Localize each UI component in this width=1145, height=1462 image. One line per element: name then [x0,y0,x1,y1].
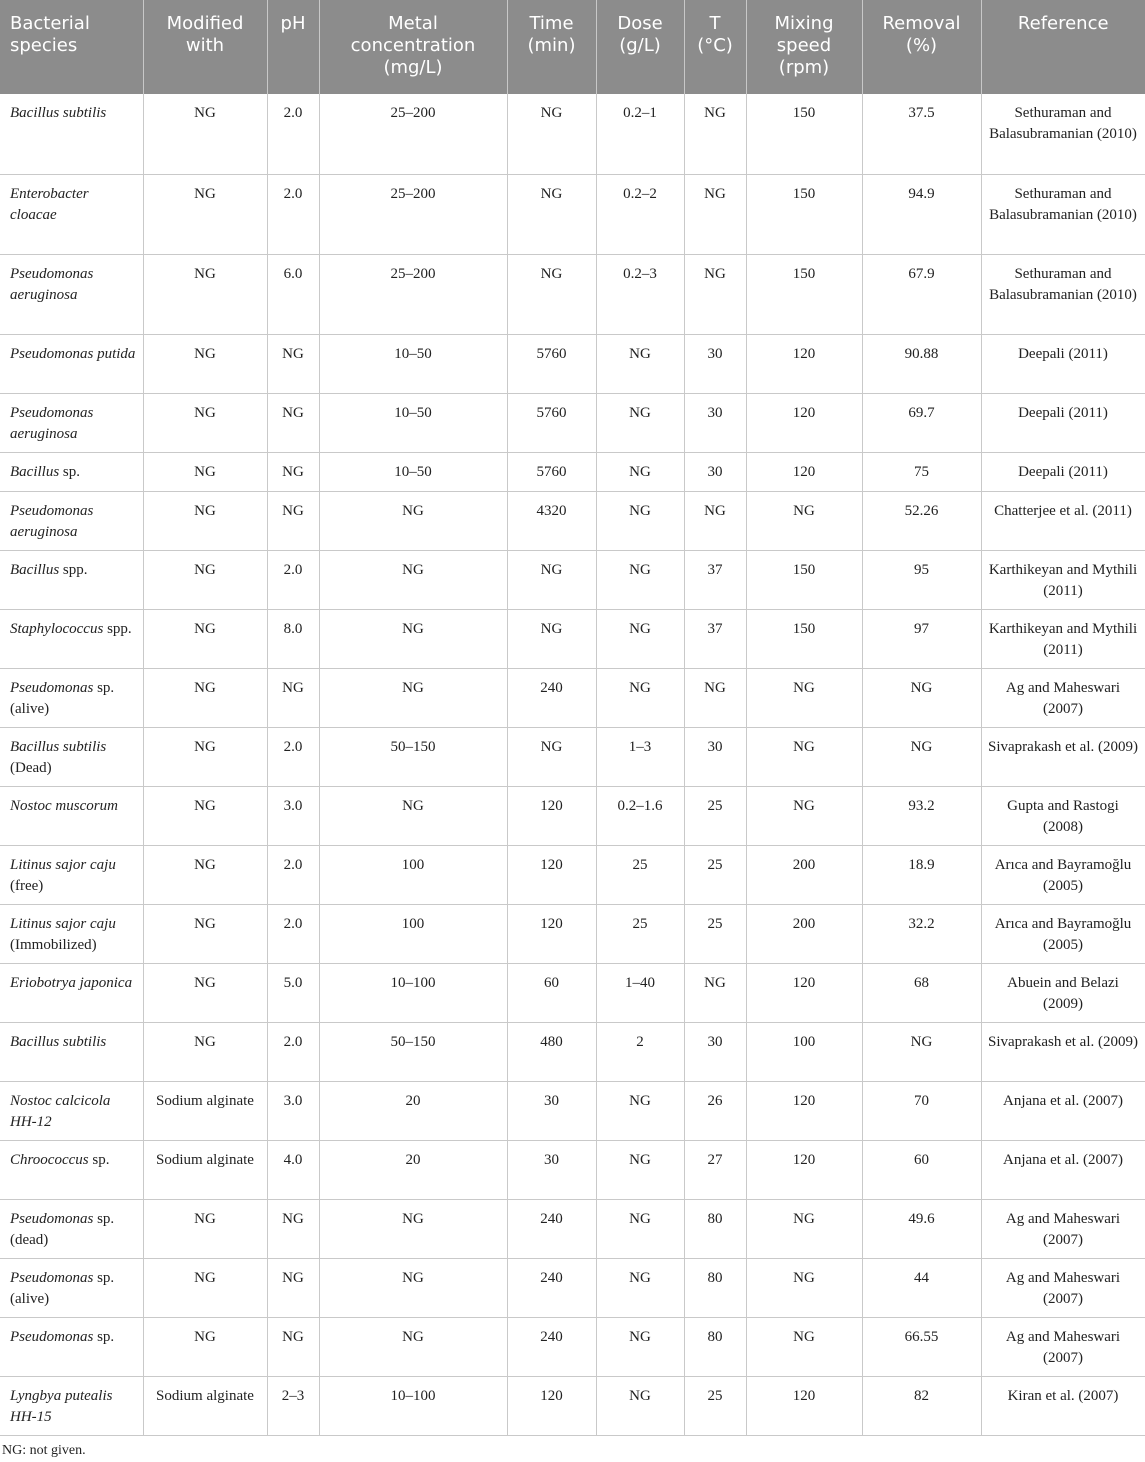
cell-temp: NG [684,491,746,550]
cell-temp: 30 [684,334,746,393]
cell-metal: 10–50 [319,393,507,452]
cell-ph: 2.0 [267,550,319,609]
table-row [0,845,1145,904]
species-qualifier: sp. [88,1151,110,1168]
cell-metal: NG [319,1317,507,1376]
cell-removal: 94.9 [862,174,981,254]
table-row [0,1022,1145,1081]
cell-removal: 97 [862,609,981,668]
cell-time: NG [507,94,596,174]
species-name: Nostoc muscorum [10,797,118,814]
cell-metal: NG [319,1199,507,1258]
cell-temp: 30 [684,727,746,786]
cell-removal: 95 [862,550,981,609]
cell-time: 120 [507,845,596,904]
cell-removal: 69.7 [862,393,981,452]
cell-ph: 2.0 [267,727,319,786]
cell-ph: 3.0 [267,1081,319,1140]
cell-time: NG [507,609,596,668]
cell-time: 240 [507,1199,596,1258]
species-name: Litinus sajor caju [10,856,116,873]
cell-modified: NG [143,668,267,727]
cell-species [0,550,143,609]
cell-species [0,904,143,963]
cell-metal: 50–150 [319,727,507,786]
cell-dose: NG [596,452,684,491]
cell-dose: NG [596,609,684,668]
cell-species [0,1199,143,1258]
species-name: Pseudomonas aeruginosa [10,502,94,540]
cell-temp: 25 [684,904,746,963]
cell-dose: 0.2–1 [596,94,684,174]
species-name: Nostoc calcicola HH-12 [10,1092,111,1130]
table-row [0,963,1145,1022]
species-name: Staphylococcus [10,620,104,637]
cell-mixing: 150 [746,609,862,668]
cell-reference: Sivaprakash et al. (2009) [981,1022,1145,1081]
cell-removal: 70 [862,1081,981,1140]
cell-species [0,1081,143,1140]
cell-dose: NG [596,1376,684,1435]
species-qualifier: spp. [59,561,88,578]
cell-dose: NG [596,334,684,393]
cell-ph: NG [267,393,319,452]
cell-dose: NG [596,1317,684,1376]
cell-species [0,94,143,174]
cell-ph: 6.0 [267,254,319,334]
cell-modified: NG [143,1258,267,1317]
table-row [0,1317,1145,1376]
species-name: Lyngbya putealis HH-15 [10,1387,113,1425]
cell-ph: NG [267,491,319,550]
cell-removal: 18.9 [862,845,981,904]
species-name: Enterobacter cloacae [10,185,89,223]
species-name: Pseudomonas aeruginosa [10,404,94,442]
cell-modified: Sodium alginate [143,1081,267,1140]
cell-species [0,1140,143,1199]
cell-dose: 0.2–3 [596,254,684,334]
species-name: Bacillus subtilis [10,738,107,755]
cell-removal: 75 [862,452,981,491]
cell-temp: 25 [684,786,746,845]
cell-mixing: 120 [746,334,862,393]
header-temperature: T (°C) [684,0,746,94]
table-row [0,174,1145,254]
cell-dose: NG [596,550,684,609]
cell-ph: 2–3 [267,1376,319,1435]
cell-ph: NG [267,334,319,393]
table-row [0,1199,1145,1258]
cell-mixing: NG [746,491,862,550]
cell-metal: NG [319,609,507,668]
header-dose: Dose (g/L) [596,0,684,94]
species-name: Bacillus subtilis [10,1033,107,1050]
cell-species [0,254,143,334]
cell-ph: NG [267,452,319,491]
species-name: Pseudomonas aeruginosa [10,265,94,303]
cell-mixing: NG [746,786,862,845]
cell-reference: Gupta and Rastogi (2008) [981,786,1145,845]
cell-metal: NG [319,491,507,550]
cell-mixing: 150 [746,94,862,174]
cell-reference: Karthikeyan and Mythili (2011) [981,550,1145,609]
cell-time: NG [507,550,596,609]
cell-time: NG [507,174,596,254]
species-name: Pseudomonas [10,679,94,696]
cell-removal: 82 [862,1376,981,1435]
species-qualifier: (Dead) [10,759,52,776]
cell-metal: 100 [319,904,507,963]
cell-ph: NG [267,1199,319,1258]
cell-reference: Deepali (2011) [981,334,1145,393]
cell-ph: 2.0 [267,1022,319,1081]
cell-metal: 10–50 [319,334,507,393]
cell-mixing: 120 [746,1140,862,1199]
cell-time: 120 [507,786,596,845]
cell-species [0,786,143,845]
species-name: Pseudomonas [10,1328,94,1345]
table-row [0,94,1145,174]
cell-modified: Sodium alginate [143,1376,267,1435]
cell-species [0,1022,143,1081]
cell-modified: NG [143,452,267,491]
cell-mixing: 120 [746,963,862,1022]
cell-metal: 10–100 [319,1376,507,1435]
cell-mixing: NG [746,1258,862,1317]
table-row [0,334,1145,393]
cell-ph: 8.0 [267,609,319,668]
cell-reference: Ag and Maheswari (2007) [981,1317,1145,1376]
cell-reference: Arıca and Bayramoğlu (2005) [981,904,1145,963]
table-row [0,1081,1145,1140]
cell-species [0,609,143,668]
footnote: NG: not given. [2,1443,86,1458]
header-row [0,0,1145,94]
cell-dose: 1–40 [596,963,684,1022]
cell-reference: Ag and Maheswari (2007) [981,1199,1145,1258]
cell-temp: 26 [684,1081,746,1140]
cell-dose: NG [596,491,684,550]
cell-temp: 27 [684,1140,746,1199]
cell-metal: 25–200 [319,94,507,174]
species-name: Chroococcus [10,1151,89,1168]
cell-time: 30 [507,1081,596,1140]
cell-time: 5760 [507,334,596,393]
cell-temp: 80 [684,1199,746,1258]
cell-time: 240 [507,1258,596,1317]
cell-dose: 25 [596,904,684,963]
cell-reference: Chatterjee et al. (2011) [981,491,1145,550]
cell-removal: 49.6 [862,1199,981,1258]
cell-species [0,393,143,452]
cell-species [0,1376,143,1435]
cell-temp: 80 [684,1258,746,1317]
cell-modified: NG [143,904,267,963]
cell-modified: NG [143,845,267,904]
table-row [0,254,1145,334]
cell-removal: NG [862,1022,981,1081]
species-qualifier: sp. (alive) [10,679,115,717]
cell-removal: 93.2 [862,786,981,845]
table-row [0,1140,1145,1199]
cell-metal: 10–100 [319,963,507,1022]
cell-metal: 25–200 [319,174,507,254]
cell-removal: 37.5 [862,94,981,174]
species-qualifier: sp. (dead) [10,1210,115,1248]
cell-modified: NG [143,94,267,174]
cell-time: 5760 [507,452,596,491]
cell-temp: 25 [684,1376,746,1435]
cell-metal: 50–150 [319,1022,507,1081]
cell-removal: 67.9 [862,254,981,334]
cell-temp: 30 [684,452,746,491]
cell-mixing: NG [746,1317,862,1376]
cell-ph: 4.0 [267,1140,319,1199]
species-qualifier: spp. [103,620,132,637]
cell-mixing: 200 [746,904,862,963]
table-row [0,1258,1145,1317]
species-name: Bacillus [10,561,60,578]
table-row [0,491,1145,550]
cell-time: 4320 [507,491,596,550]
cell-mixing: 120 [746,1376,862,1435]
cell-modified: NG [143,1199,267,1258]
cell-reference: Ag and Maheswari (2007) [981,1258,1145,1317]
cell-modified: Sodium alginate [143,1140,267,1199]
cell-metal: 10–50 [319,452,507,491]
cell-removal: 66.55 [862,1317,981,1376]
species-qualifier: (Immobilized) [10,936,97,953]
cell-modified: NG [143,174,267,254]
cell-metal: 20 [319,1081,507,1140]
cell-mixing: NG [746,1199,862,1258]
cell-mixing: NG [746,668,862,727]
cell-removal: 90.88 [862,334,981,393]
cell-reference: Abuein and Belazi (2009) [981,963,1145,1022]
cell-reference: Deepali (2011) [981,393,1145,452]
species-name: Litinus sajor caju [10,915,116,932]
cell-modified: NG [143,727,267,786]
species-qualifier: sp. (alive) [10,1269,115,1307]
cell-time: 240 [507,1317,596,1376]
cell-dose: 0.2–1.6 [596,786,684,845]
cell-temp: 37 [684,550,746,609]
cell-modified: NG [143,550,267,609]
table-row [0,1376,1145,1435]
cell-temp: 30 [684,393,746,452]
cell-temp: NG [684,668,746,727]
header-removal: Removal (%) [862,0,981,94]
table-row [0,786,1145,845]
cell-metal: NG [319,668,507,727]
species-name: Bacillus subtilis [10,105,107,121]
cell-metal: 20 [319,1140,507,1199]
cell-reference: Kiran et al. (2007) [981,1376,1145,1435]
cell-species [0,1258,143,1317]
cell-mixing: 100 [746,1022,862,1081]
cell-species [0,727,143,786]
species-name: Bacillus [10,463,60,480]
species-name: Eriobotrya japonica [10,974,133,991]
cell-mixing: 120 [746,1081,862,1140]
table-row [0,904,1145,963]
cell-reference: Karthikeyan and Mythili (2011) [981,609,1145,668]
cell-modified: NG [143,963,267,1022]
cell-modified: NG [143,1022,267,1081]
cell-modified: NG [143,1317,267,1376]
cell-modified: NG [143,334,267,393]
cell-temp: 80 [684,1317,746,1376]
cell-ph: 5.0 [267,963,319,1022]
cell-time: NG [507,254,596,334]
cell-species [0,334,143,393]
species-name: Pseudomonas [10,1210,94,1227]
cell-dose: 0.2–2 [596,174,684,254]
cell-ph: 2.0 [267,904,319,963]
cell-dose: NG [596,393,684,452]
cell-species [0,668,143,727]
table-row [0,727,1145,786]
cell-reference: Arıca and Bayramoğlu (2005) [981,845,1145,904]
cell-modified: NG [143,393,267,452]
cell-time: 30 [507,1140,596,1199]
cell-modified: NG [143,609,267,668]
cell-removal: 32.2 [862,904,981,963]
cell-reference: Ag and Maheswari (2007) [981,668,1145,727]
cell-ph: NG [267,668,319,727]
cell-species [0,963,143,1022]
cell-removal: 52.26 [862,491,981,550]
cell-reference: Sivaprakash et al. (2009) [981,727,1145,786]
cell-temp: 30 [684,1022,746,1081]
cell-modified: NG [143,491,267,550]
cell-time: NG [507,727,596,786]
species-name: Pseudomonas [10,1269,94,1286]
cell-temp: 37 [684,609,746,668]
cell-time: 120 [507,1376,596,1435]
cell-modified: NG [143,254,267,334]
cell-mixing: 120 [746,452,862,491]
species-qualifier: sp. [93,1328,115,1345]
cell-metal: NG [319,1258,507,1317]
cell-metal: 25–200 [319,254,507,334]
cell-mixing: NG [746,727,862,786]
cell-reference: Sethuraman and Balasubramanian (2010) [981,94,1145,174]
header-metal-concentration: Metal concentration (mg/L) [319,0,507,94]
cell-temp: 25 [684,845,746,904]
cell-reference: Anjana et al. (2007) [981,1140,1145,1199]
table-row [0,393,1145,452]
cell-mixing: 150 [746,550,862,609]
cell-removal: 68 [862,963,981,1022]
table-row [0,452,1145,491]
header-ph: pH [267,0,319,94]
header-time: Time (min) [507,0,596,94]
cell-ph: 2.0 [267,174,319,254]
cell-time: 120 [507,904,596,963]
cell-dose: 2 [596,1022,684,1081]
cell-ph: NG [267,1258,319,1317]
cell-metal: 100 [319,845,507,904]
cell-modified: NG [143,786,267,845]
table-row [0,668,1145,727]
cell-species [0,452,143,491]
cell-time: 240 [507,668,596,727]
cell-mixing: 150 [746,174,862,254]
cell-mixing: 120 [746,393,862,452]
cell-mixing: 200 [746,845,862,904]
header-reference: Reference [981,0,1145,94]
cell-dose: 1–3 [596,727,684,786]
cell-removal: 44 [862,1258,981,1317]
table-row [0,550,1145,609]
cell-reference: Deepali (2011) [981,452,1145,491]
cell-removal: NG [862,727,981,786]
cell-temp: NG [684,94,746,174]
cell-dose: 25 [596,845,684,904]
cell-reference: Anjana et al. (2007) [981,1081,1145,1140]
species-qualifier: sp. [59,463,81,480]
cell-reference: Sethuraman and Balasubramanian (2010) [981,174,1145,254]
species-qualifier: (free) [10,877,44,894]
cell-removal: 60 [862,1140,981,1199]
cell-time: 480 [507,1022,596,1081]
cell-temp: NG [684,963,746,1022]
cell-time: 5760 [507,393,596,452]
cell-dose: NG [596,1258,684,1317]
cell-temp: NG [684,174,746,254]
cell-removal: NG [862,668,981,727]
cell-dose: NG [596,1140,684,1199]
cell-ph: 3.0 [267,786,319,845]
cell-dose: NG [596,668,684,727]
cell-temp: NG [684,254,746,334]
cell-metal: NG [319,550,507,609]
table-row [0,609,1145,668]
table-body [0,94,1145,1435]
cell-species [0,174,143,254]
header-modified: Modified with [143,0,267,94]
cell-ph: NG [267,1317,319,1376]
cell-dose: NG [596,1199,684,1258]
cell-metal: NG [319,786,507,845]
cell-dose: NG [596,1081,684,1140]
cell-ph: 2.0 [267,845,319,904]
cell-reference: Sethuraman and Balasubramanian (2010) [981,254,1145,334]
species-name: Pseudomonas putida [10,345,136,362]
cell-mixing: 150 [746,254,862,334]
cell-species [0,1317,143,1376]
cell-species [0,845,143,904]
cell-ph: 2.0 [267,94,319,174]
header-mixing-speed: Mixing speed (rpm) [746,0,862,94]
cell-species [0,491,143,550]
header-species: Bacterial species [0,0,143,94]
cell-time: 60 [507,963,596,1022]
